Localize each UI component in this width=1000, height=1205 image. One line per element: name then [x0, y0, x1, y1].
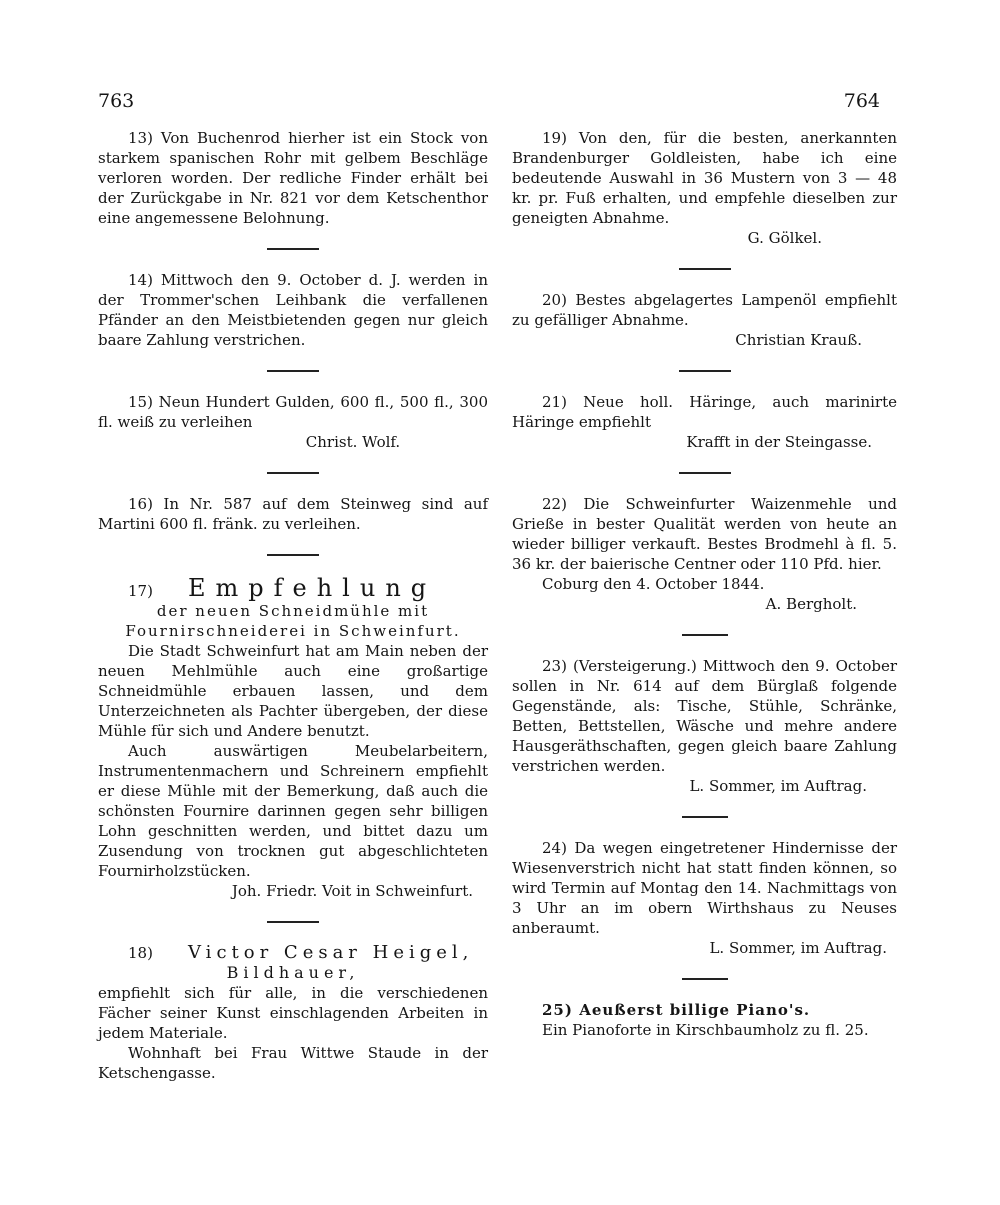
ad-18-profession: Bildhauer, — [226, 963, 360, 982]
divider — [267, 921, 319, 923]
page-number-left: 763 — [98, 90, 135, 112]
ad-17-number: 17) — [128, 582, 153, 600]
ad-22 — [512, 494, 897, 614]
ad-13-text: 13) Von Buchenrod hierher ist ein Stock von starkem spanischen Rohr mit gelbem Beschläge verloren worden. Der redliche Finder erhält bei der Zurückgabe in Nr. 821 vor dem Ketschenthor eine angemessene Belohnung. — [98, 129, 488, 227]
ad-20-signature: Christian Krauß. — [735, 331, 862, 349]
ad-22-text: 22) Die Schweinfurter Waizenmehle und Grieße in bester Qualität werden von heute an wieder billiger verkauft. Bestes Brodmehl à fl. 5. 36 kr. der baierische Centner oder 110 Pfd. hier. — [512, 495, 897, 573]
ad-15-signature: Christ. Wolf. — [305, 433, 401, 451]
divider — [267, 248, 319, 250]
ad-24-signature: L. Sommer, im Auftrag. — [709, 939, 887, 957]
divider — [682, 978, 728, 980]
ad-15-text: 15) Neun Hundert Gulden, 600 fl., 500 fl., 300 fl. weiß zu verleihen — [98, 393, 488, 431]
ad-18-number: 18) — [128, 944, 153, 962]
ad-20-text: 20) Bestes abgelagertes Lampenöl empfiehlt zu gefälliger Abnahme. — [512, 291, 897, 329]
ad-14-text: 14) Mittwoch den 9. October d. J. werden in der Trommer'schen Leihbank die verfallenen Pfänder an den Meistbietenden gegen nur gleich baare Zahlung verstrichen. — [98, 271, 488, 349]
divider — [267, 472, 319, 474]
ad-21 — [512, 392, 897, 452]
ad-24 — [512, 838, 897, 958]
ad-15 — [98, 392, 488, 452]
ad-21-signature: Krafft in der Steingasse. — [686, 433, 872, 451]
ad-16-text: 16) In Nr. 587 auf dem Steinweg sind auf Martini 600 fl. fränk. zu verleihen. — [98, 495, 488, 533]
divider — [267, 370, 319, 372]
ad-18-para2: Wohnhaft bei Frau Wittwe Staude in der Ketschengasse. — [98, 1044, 488, 1082]
divider — [679, 472, 731, 474]
ad-25 — [512, 1000, 897, 1040]
page-number-right: 764 — [843, 90, 880, 112]
ad-24-text: 24) Da wegen eingetretener Hindernisse der Wiesenverstrich nicht hat statt finden können, so wird Termin auf Montag den 14. Nachmittags von 3 Uhr an im obern Wirthshaus zu Neuses anberaumt. — [512, 839, 897, 937]
ad-23-text: 23) (Versteigerung.) Mittwoch den 9. October sollen in Nr. 614 auf dem Bürglaß folgende Gegenstände, als: Tische, Stühle, Schränke, Betten, Bettstellen, Wäsche und mehre andere Hausgeräthschaften, gegen gleich baare Zahlung verstrichen werden. — [512, 657, 897, 775]
ad-18 — [98, 943, 488, 1083]
ad-23-signature: L. Sommer, im Auftrag. — [689, 777, 867, 795]
ad-19 — [512, 128, 897, 248]
ad-13 — [98, 128, 488, 228]
ad-14 — [98, 270, 488, 350]
ad-19-text: 19) Von den, für die besten, anerkannten Brandenburger Goldleisten, habe ich eine bedeutende Auswahl in 36 Mustern von 3 — 48 kr. pr. Fuß erhalten, und empfehle dieselben zur geneigten Abnahme. — [512, 129, 897, 227]
divider — [682, 816, 728, 818]
ad-18-name: Victor Cesar Heigel, — [188, 942, 474, 963]
left-column — [98, 128, 488, 1083]
ad-16 — [98, 494, 488, 534]
ad-21-text: 21) Neue holl. Häringe, auch marinirte Häringe empfiehlt — [512, 393, 897, 431]
ad-23 — [512, 656, 897, 796]
right-column — [512, 128, 897, 1040]
ad-17 — [98, 576, 488, 901]
ad-22-place-date: Coburg den 4. October 1844. — [542, 575, 765, 593]
ad-17-subtitle: der neuen Schneidmühle mit Fournirschneiderei in Schweinfurt. — [125, 602, 461, 640]
divider — [682, 634, 728, 636]
ad-20 — [512, 290, 897, 350]
divider — [679, 370, 731, 372]
ad-17-title: Empfehlung — [188, 574, 437, 602]
ad-25-text: Ein Pianoforte in Kirschbaumholz zu fl. 25. — [542, 1021, 869, 1039]
divider — [679, 268, 731, 270]
ad-25-title: 25) Aeußerst billige Piano's. — [542, 1001, 811, 1019]
ad-19-signature: G. Gölkel. — [747, 229, 822, 247]
ad-17-para1: Die Stadt Schweinfurt hat am Main neben der neuen Mehlmühle auch eine großartige Schneidmühle erbauen lassen, und dem Unterzeichneten als Pachter übergeben, der diese Mühle für sich und Andere benutzt. — [98, 642, 488, 740]
ad-22-signature: A. Bergholt. — [765, 595, 857, 613]
ad-18-para1: empfiehlt sich für alle, in die verschiedenen Fächer seiner Kunst einschlagenden Arbeiten in jedem Materiale. — [98, 984, 488, 1042]
ad-17-signature: Joh. Friedr. Voit in Schweinfurt. — [231, 882, 473, 900]
divider — [267, 554, 319, 556]
ad-17-para2: Auch auswärtigen Meubelarbeitern, Instrumentenmachern und Schreinern empfiehlt er diese Mühle mit der Bemerkung, daß auch die schönsten Fournire darinnen gegen sehr billigen Lohn geschnitten werden, und bittet dazu um Zusendung von trocknen gut abgeschlichteten Fournirholzstücken. — [98, 742, 488, 880]
